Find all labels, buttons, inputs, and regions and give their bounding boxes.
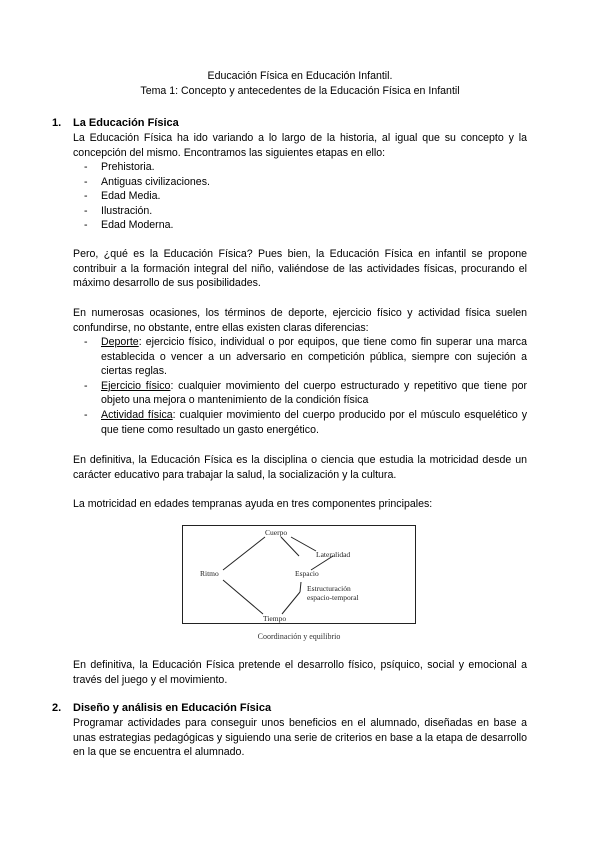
definition-term: Ejercicio físico	[101, 379, 171, 392]
paragraph-motricity: La motricidad en edades tempranas ayuda en tres componentes principales:	[73, 498, 433, 510]
edge-ritmo-cuerpo	[223, 537, 265, 570]
edge-ritmo-tiempo	[223, 580, 263, 614]
node-cuerpo: Cuerpo	[265, 528, 288, 537]
node-espacio: Espacio	[295, 569, 319, 578]
document-subtitle: Tema 1: Concepto y antecedentes de la Educación Física en Infantil	[140, 85, 460, 97]
definition-item	[73, 379, 527, 408]
list-item: - Edad Moderna.	[73, 218, 210, 233]
node-ritmo: Ritmo	[200, 569, 219, 578]
edge-estructuracion-tiempo	[282, 592, 300, 614]
edge-espacio-estructuracion	[300, 582, 301, 592]
list-item: - Antiguas civilizaciones.	[73, 175, 210, 190]
section-2-number: 2.	[52, 702, 62, 714]
node-estructuracion: Estructuración	[307, 584, 351, 593]
diagram-svg	[183, 526, 417, 625]
definition-term: Actividad física	[101, 408, 173, 421]
definition-text: : cualquier movimiento del cuerpo estructurado y repetitivo que tiene por objeto una mejora o mantenimiento de la condición física	[101, 379, 528, 407]
node-espacio-temporal: espacio-temporal	[307, 593, 359, 602]
section-2-text: Programar actividades para conseguir unos beneficios en el alumnado, diseñadas en base a unas estrategias pedagógicas y siguiendo una serie de criterios en base a la etapa de desarrollo en la que se encuentra el alumnado.	[73, 717, 527, 759]
definition-item	[73, 408, 527, 437]
definition-term: Deporte	[101, 336, 139, 348]
paragraph-conclusion: En definitiva, la Educación Física pretende el desarrollo físico, psíquico, social y emocional a través del juego y el movimiento.	[73, 659, 527, 686]
section-1-number: 1.	[52, 117, 62, 129]
list-item: - Prehistoria.	[73, 160, 210, 175]
definition-text: : ejercicio físico, individual o por equipos, que tiene como fin superar una marca establecida o vencer a un adversario en competición pública, siempre con sujeción a ciertas reglas.	[101, 336, 527, 378]
node-lateralidad: Lateralidad	[316, 550, 351, 559]
section-1-heading	[52, 116, 179, 130]
motricity-diagram	[182, 525, 416, 624]
node-tiempo: Tiempo	[263, 614, 287, 623]
section-2-title: Diseño y análisis en Educación Física	[73, 702, 272, 714]
section-1-title: La Educación Física	[73, 117, 179, 129]
definition-text: : cualquier movimiento del cuerpo producido por el músculo esquelético y que tiene como resultado un gasto energético.	[101, 408, 528, 436]
paragraph-what-is-pe: Pero, ¿qué es la Educación Física? Pues bien, la Educación Física en infantil se propone contribuir a la formación integral del niño, valiéndose de las actividades físicas, procurando el máximo desarrollo de sus posibilidades.	[73, 248, 527, 290]
list-item: - Ilustración.	[73, 204, 210, 219]
edge-cuerpo-lateralidad	[291, 537, 316, 551]
stages-list	[73, 160, 210, 233]
definition-item	[73, 335, 527, 379]
paragraph-definition: En definitiva, la Educación Física es la disciplina o ciencia que estudia la motricidad desde un carácter educativo para trabajar la salud, la socialización y la cultura.	[73, 454, 527, 481]
section-1-intro: La Educación Física ha ido variando a lo largo de la historia, al igual que su concepto y la concepción del mismo. Encontramos las siguientes etapas en ello:	[73, 132, 527, 159]
definitions-list	[73, 335, 527, 437]
list-item: - Edad Media.	[73, 189, 210, 204]
diagram-caption: Coordinación y equilibrio	[257, 632, 341, 641]
paragraph-terms: En numerosas ocasiones, los términos de deporte, ejercicio físico y actividad física suelen confundirse, no obstante, entre ellas existen claras diferencias:	[73, 307, 527, 334]
document-title: Educación Física en Educación Infantil.	[207, 70, 393, 82]
section-2-heading	[52, 701, 271, 715]
